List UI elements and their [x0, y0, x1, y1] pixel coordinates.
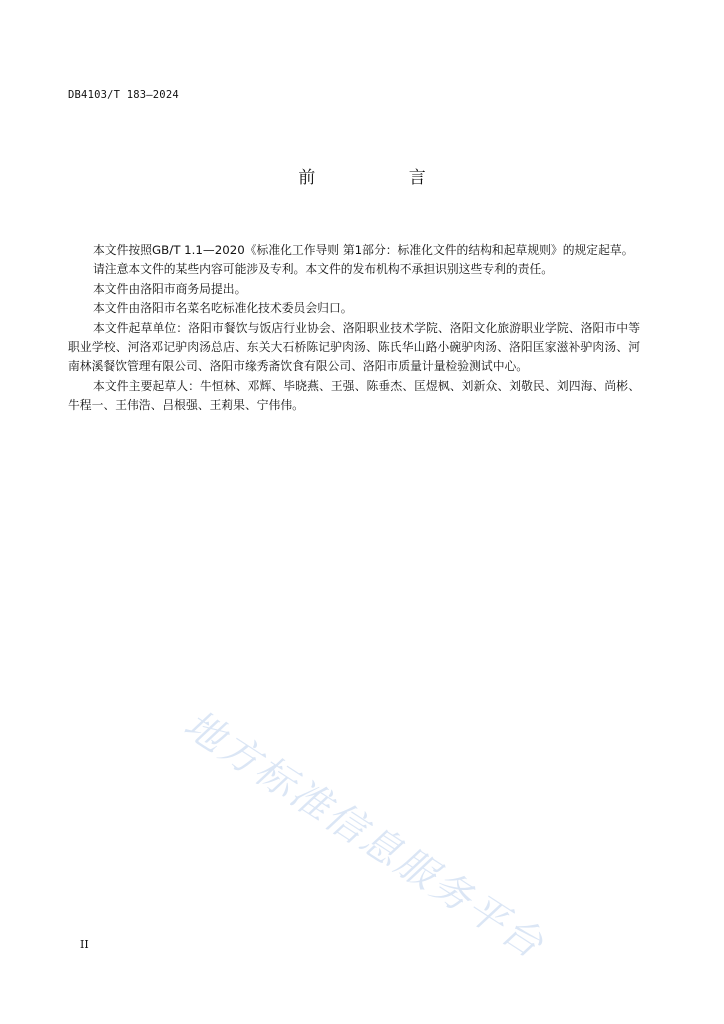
paragraph-drafters: 本文件主要起草人：牛恒林、邓辉、毕晓燕、王强、陈垂杰、匡煜枫、刘新众、刘敬民、刘四海、尚彬、牛程一、王伟浩、吕根强、王莉果、宁伟伟。: [68, 378, 640, 413]
paragraph-patent-notice: 请注意本文件的某些内容可能涉及专利。本文件的发布机构不承担识别这些专利的责任。: [93, 262, 554, 277]
document-code: DB4103/T 183—2024: [68, 89, 179, 101]
paragraph-drafting-rules: 本文件按照GB/T 1.1—2020《标准化工作导则 第1部分：标准化文件的结构和起草规则》的规定起草。: [93, 243, 634, 257]
paragraph-proposer: 本文件由洛阳市商务局提出。: [93, 281, 247, 296]
watermark: 地方标准信息服务平台: [175, 702, 553, 969]
paragraph-drafting-units: 本文件起草单位：洛阳市餐饮与饭店行业协会、洛阳职业技术学院、洛阳文化旅游职业学院、洛阳市中等职业学校、河洛邓记驴肉汤总店、东关大石桥陈记驴肉汤、陈氏华山路小碗驴肉汤、洛阳匡家滋补驴肉汤、河南林溪餐饮管理有限公司、洛阳市缘秀斋饮食有限公司、洛阳市质量计量检验测试中心。: [68, 320, 640, 374]
paragraph-committee: 本文件由洛阳市名菜名吃标准化技术委员会归口。: [93, 301, 353, 316]
page-number: II: [80, 938, 89, 951]
page-title: 前 言: [298, 168, 470, 188]
foreword-body: [68, 241, 640, 416]
